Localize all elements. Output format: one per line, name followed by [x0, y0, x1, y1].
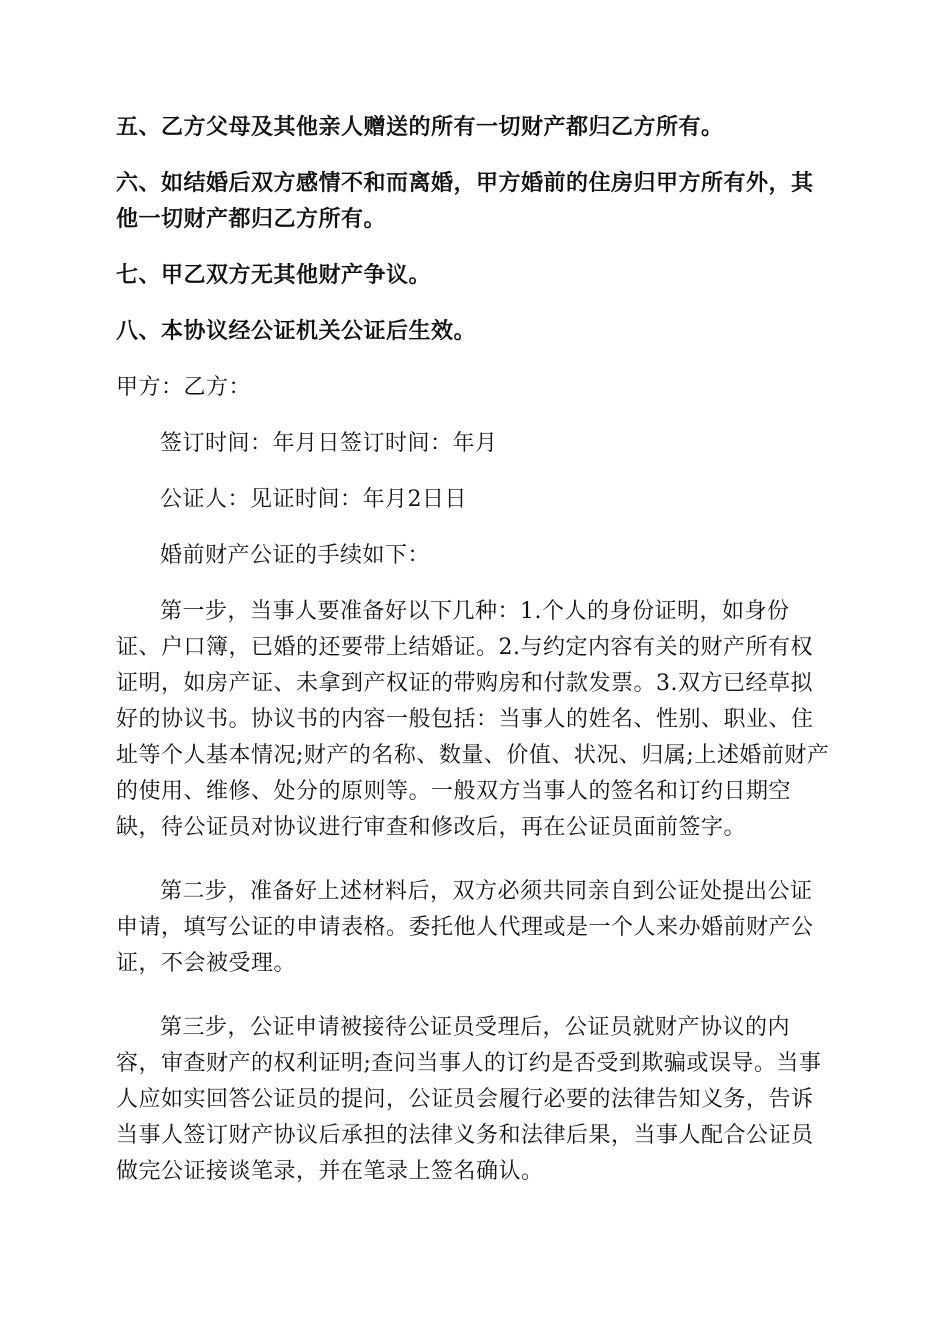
- document-body: [116, 110, 834, 1190]
- procedure-step-2: 第二步，准备好上述材料后，双方必须共同亲自到公证处提出公证申请，填写公证的申请表格。委托他人代理或是一个人来办婚前财产公证，不会被受理。: [116, 879, 814, 976]
- procedure-heading: 婚前财产公证的手续如下：: [160, 543, 431, 568]
- procedure-step-1: 第一步，当事人要准备好以下几种：1.个人的身份证明，如身份证、户口簿，已婚的还要带上结婚证。2.与约定内容有关的财产所有权证明，如房产证、未拿到产权证的带购房和付款发票。3.双方已经草拟好的协议书。协议书的内容一般包括：当事人的姓名、性别、职业、住址等个人基本情况;财产的名称、数量、价值、状况、归属;上述婚前财产的使用、维修、处分的原则等。一般双方当事人的签名和订约日期空缺，待公证员对协议进行审查和修改后，再在公证员面前签字。: [116, 599, 830, 840]
- procedure-step-3: 第三步，公证申请被接待公证员受理后，公证员就财产协议的内容，审查财产的权利证明;查问当事人的订约是否受到欺骗或误导。当事人应如实回答公证员的提问，公证员会履行必要的法律告知义务，告诉当事人签订财产协议后承担的法律义务和法律后果，当事人配合公证员做完公证接谈笔录，并在笔录上签名确认。: [116, 1015, 822, 1184]
- notary-line: 公证人：见证时间：年月2日日: [160, 487, 467, 512]
- clause-6: 六、如结婚后双方感情不和而离婚，甲方婚前的住房归甲方所有外，其他一切财产都归乙方所有。: [116, 171, 814, 232]
- signature-time: 签订时间：年月日签订时间：年月: [160, 431, 498, 456]
- clause-5: 五、乙方父母及其他亲人赠送的所有一切财产都归乙方所有。: [116, 115, 724, 140]
- signature-parties: 甲方：乙方：: [116, 375, 252, 400]
- clause-8: 八、本协议经公证机关公证后生效。: [116, 319, 477, 344]
- clause-7: 七、甲乙双方无其他财产争议。: [116, 263, 432, 288]
